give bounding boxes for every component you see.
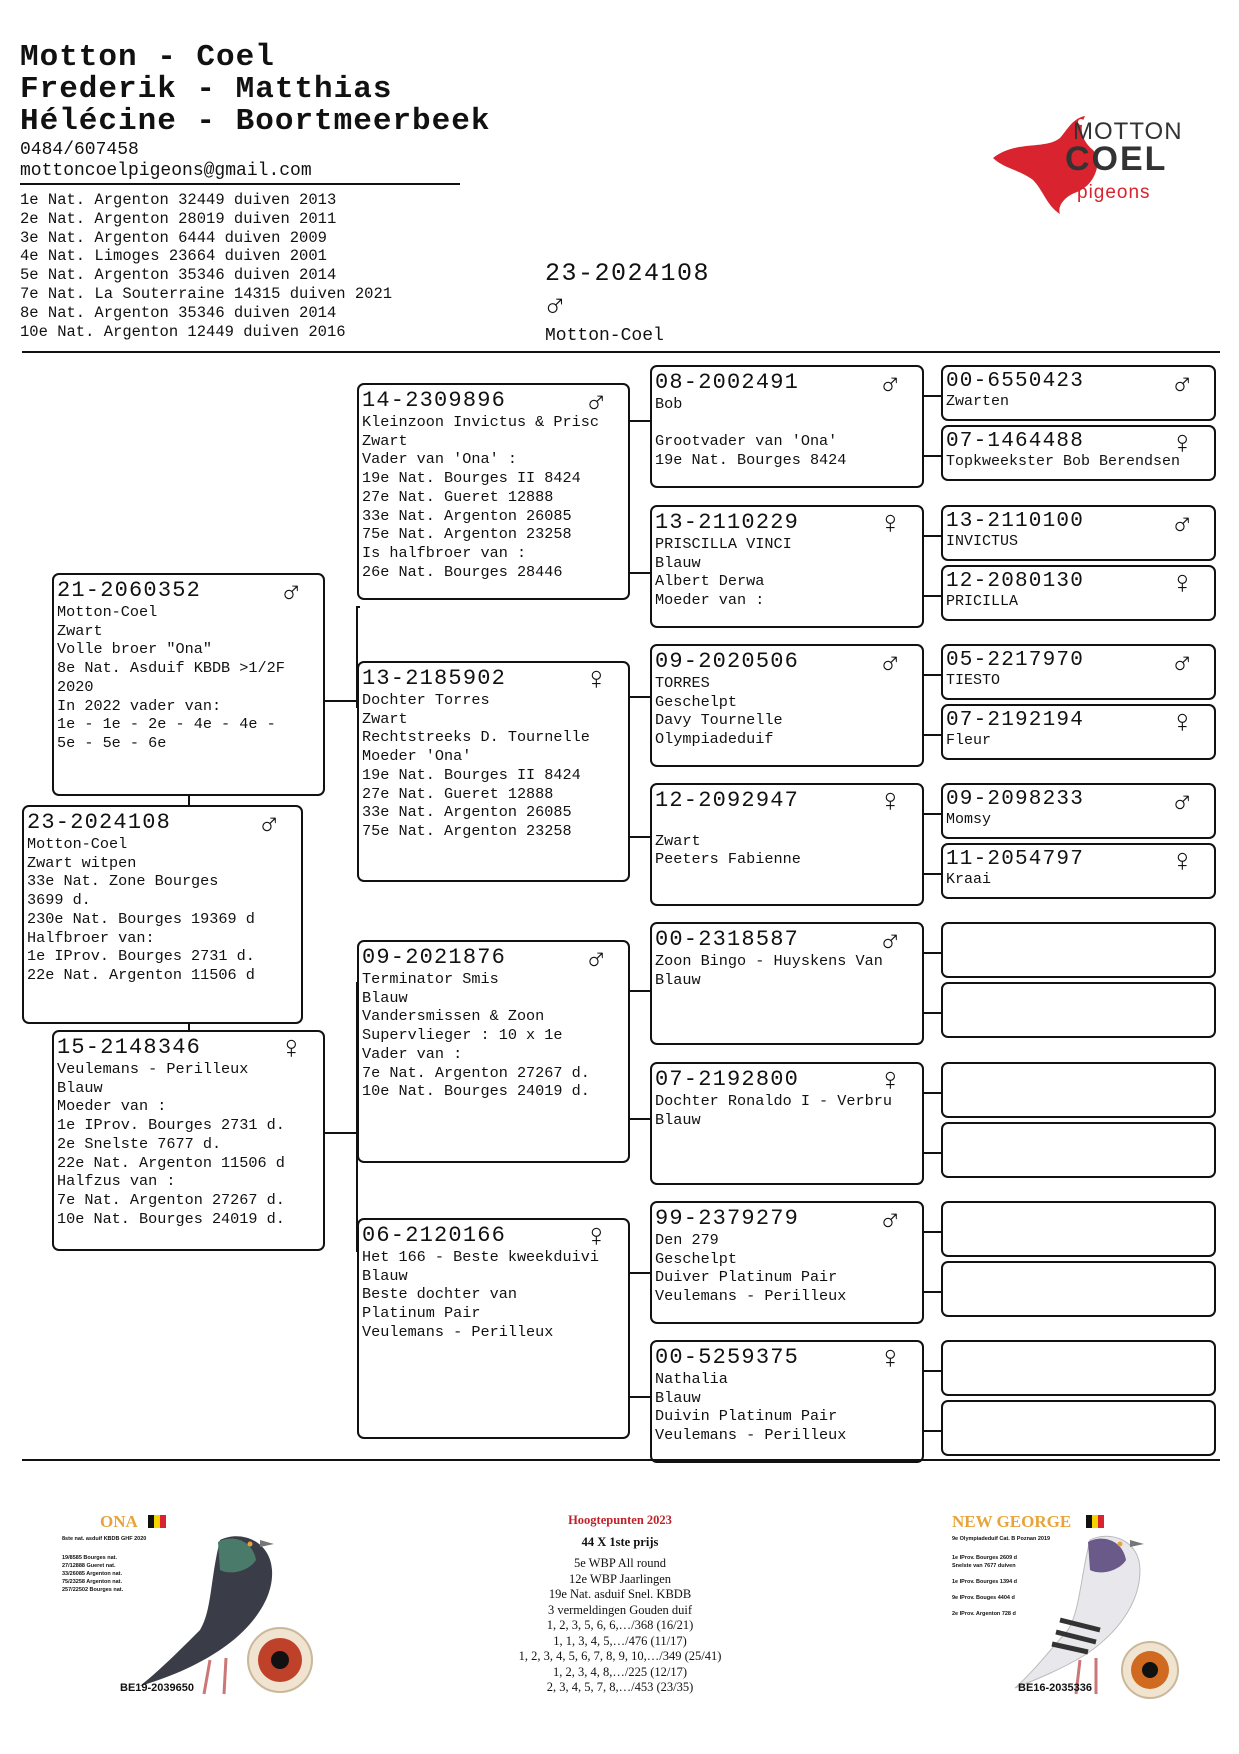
subject-pigeon (545, 259, 710, 346)
pedigree-detail-line: 75e Nat. Argenton 23258 (362, 525, 572, 544)
pedigree-detail-line: Het 166 - Beste kweekduivi (362, 1248, 599, 1266)
pedigree-connector-line (628, 572, 652, 574)
pedigree-detail-line: Nathalia (655, 1370, 728, 1388)
ring-number: 13-2185902 (362, 666, 507, 691)
pedigree-detail-line: Halfzus van : (57, 1172, 176, 1191)
pedigree-box (941, 1400, 1216, 1456)
ring-number: 21-2060352 (57, 578, 202, 603)
female-symbol-icon: ♀ (281, 1031, 301, 1068)
pedigree-detail-line: Volle broer "Ona" (57, 640, 212, 659)
highlight-line: 1, 1, 3, 4, 5,…/476 (11/17) (553, 1633, 687, 1648)
pedigree-detail-line: Zwarten (946, 393, 1010, 410)
pedigree-box (941, 1261, 1216, 1317)
card-pigeon-name: ONA (100, 1512, 138, 1531)
pedigree-box (941, 505, 1216, 561)
pedigree-detail-line: Zwart (362, 709, 408, 728)
pedigree-detail-line: 1e - 1e - 2e - 4e - 4e - (57, 715, 276, 734)
pedigree-detail-line: Den 279 (655, 1231, 719, 1249)
pedigree-detail-line: Terminator Smis (362, 970, 499, 988)
pedigree-box (650, 1340, 924, 1463)
pedigree-box (357, 1218, 630, 1439)
highlights-subtitle: 44 X 1ste prijs (581, 1534, 659, 1549)
pedigree-box (52, 1030, 325, 1251)
pedigree-detail-line (655, 813, 918, 832)
pedigree-detail-line: Momsy (946, 811, 992, 828)
pedigree-connector-line (922, 595, 942, 597)
female-symbol-icon: ♀ (880, 1341, 900, 1378)
card-result-line: 1e IProv. Bourges 2609 d (952, 1555, 1018, 1561)
pedigree-detail-line: Peeters Fabienne (655, 850, 801, 869)
pedigree-detail-line: Platinum Pair (362, 1304, 481, 1323)
pedigree-detail-line: Kleinzoon Invictus & Prisc (362, 413, 599, 431)
pedigree-connector-line (922, 1152, 942, 1154)
highlight-line: 3 vermeldingen Gouden duif (547, 1602, 693, 1617)
pedigree-connector-line (628, 1396, 652, 1398)
highlights-2023 (470, 1513, 770, 1696)
pedigree-connector-line (628, 990, 652, 992)
card-result-line: 257/22502 Bourges nat. (62, 1587, 124, 1593)
pedigree-box (941, 783, 1216, 839)
logo-text-pigeons: pigeons (1077, 182, 1151, 203)
highlight-line: 2, 3, 4, 5, 7, 8,…/453 (23/35) (546, 1680, 694, 1694)
pedigree-detail-line: Kraai (946, 871, 992, 888)
pedigree-detail-line: 10e Nat. Bourges 24019 d. (57, 1209, 285, 1228)
ring-number: 06-2120166 (362, 1223, 507, 1248)
pedigree-detail-line: 1e IProv. Bourges 2731 d. (57, 1116, 285, 1135)
card-result-line: 33/26085 Argenton nat. (62, 1571, 123, 1577)
pedigree-connector-line (323, 1132, 358, 1134)
pedigree-detail-line: Blauw (362, 1266, 408, 1285)
pedigree-box (357, 383, 630, 600)
divider-bottom (22, 1459, 1220, 1461)
pedigree-box (22, 805, 303, 1024)
pedigree-box (650, 365, 924, 488)
pedigree-detail-line: 5e - 5e - 6e (57, 733, 167, 752)
male-symbol-icon: ♂ (545, 288, 566, 326)
male-symbol-icon: ♂ (281, 574, 301, 611)
breeder-result-line: 8e Nat. Argenton 35346 duiven 2014 (20, 303, 337, 322)
breeder-name-block (20, 42, 490, 138)
card-subtitle: 8ste nat. asduif KBDB GHF 2020 (62, 1536, 147, 1542)
pedigree-detail-line: 75e Nat. Argenton 23258 (362, 821, 572, 840)
breeder-results-list (20, 191, 392, 341)
ring-number: 09-2021876 (362, 945, 507, 970)
male-symbol-icon: ♂ (1172, 784, 1192, 821)
footer-card-ona (60, 1510, 320, 1710)
pedigree-detail-line: Moeder van : (57, 1097, 167, 1116)
pedigree-box (650, 922, 924, 1045)
pedigree-detail-line: 8e Nat. Asduif KBDB >1/2F (57, 659, 285, 678)
pedigree-detail-line: Blauw (362, 988, 408, 1007)
pedigree-detail-line: 1e IProv. Bourges 2731 d. (27, 947, 255, 966)
breeder-name-line: Motton - Coel (20, 40, 275, 75)
email-address[interactable]: mottoncoelpigeons@gmail.com (20, 161, 312, 181)
pedigree-box (52, 573, 325, 796)
ring-number: 07-1464488 (946, 430, 1085, 453)
ring-number: 00-6550423 (946, 370, 1085, 393)
pedigree-detail-line: 26e Nat. Bourges 28446 (362, 562, 563, 581)
pedigree-box (941, 922, 1216, 978)
ring-number: 08-2002491 (655, 370, 800, 395)
pedigree-detail-line: Olympiadeduif (655, 730, 774, 749)
phone-number: 0484/607458 (20, 140, 139, 160)
female-symbol-icon: ♀ (1172, 426, 1192, 463)
ring-number: 15-2148346 (57, 1035, 202, 1060)
card-result-line: 27/12888 Gueret nat. (62, 1563, 116, 1569)
divider-top (22, 351, 1220, 353)
footer-card-new-george (950, 1510, 1210, 1710)
header-underline (20, 183, 460, 185)
male-symbol-icon: ♂ (880, 645, 900, 682)
female-symbol-icon: ♀ (586, 662, 606, 699)
ring-number: 05-2217970 (946, 649, 1085, 672)
pedigree-connector-line (628, 420, 652, 422)
pedigree-connector-line (922, 1092, 942, 1094)
breeder-location-line: Hélécine - Boortmeerbeek (20, 104, 491, 139)
ring-number: 11-2054797 (946, 848, 1085, 871)
female-symbol-icon: ♀ (880, 784, 900, 821)
pedigree-detail-line: Blauw (655, 970, 701, 989)
pedigree-detail-line: Veulemans - Perilleux (362, 1322, 554, 1341)
pedigree-detail-line: Veulemans - Perilleux (57, 1060, 249, 1078)
pedigree-detail-line: INVICTUS (946, 533, 1019, 550)
pedigree-connector-line (628, 836, 652, 838)
pedigree-detail-line: Geschelpt (655, 1249, 738, 1268)
male-symbol-icon: ♂ (880, 366, 900, 403)
ring-number: 13-2110229 (655, 510, 800, 535)
pedigree-detail-line: 33e Nat. Argenton 26085 (362, 506, 572, 525)
pedigree-box (650, 505, 924, 628)
male-symbol-icon: ♂ (1172, 506, 1192, 543)
pedigree-detail-line: Geschelpt (655, 692, 738, 711)
pedigree-connector-line (922, 873, 942, 875)
highlight-line: 5e WBP All round (573, 1556, 667, 1570)
ring-number: 13-2110100 (946, 510, 1085, 533)
breeder-result-line: 3e Nat. Argenton 6444 duiven 2009 (20, 228, 327, 247)
card-result-line: 75/23258 Argenton nat. (62, 1579, 123, 1585)
pedigree-box (650, 1201, 924, 1324)
pedigree-box (941, 565, 1216, 621)
subject-owner: Motton-Coel (545, 326, 664, 346)
pedigree-box (941, 644, 1216, 700)
pedigree-detail-line: Moeder van : (655, 591, 765, 610)
pedigree-box (941, 1062, 1216, 1118)
pedigree-detail-line: Bob (655, 395, 683, 413)
pedigree-detail-line: Blauw (655, 1110, 701, 1129)
pedigree-box (941, 365, 1216, 421)
male-symbol-icon: ♂ (880, 1202, 900, 1239)
pedigree-detail-line: Davy Tournelle (655, 711, 783, 730)
subject-ring-number: 23-2024108 (545, 259, 711, 288)
pedigree-detail-line: Fleur (946, 732, 992, 749)
ring-number: 07-2192800 (655, 1067, 800, 1092)
pedigree-detail-line: 33e Nat. Zone Bourges (27, 872, 219, 891)
pedigree-connector-line (922, 1291, 942, 1293)
pedigree-detail-line: Motton-Coel (57, 603, 158, 621)
pedigree-detail-line: 27e Nat. Gueret 12888 (362, 784, 554, 803)
logo-text-motton: MOTTON (1073, 118, 1183, 145)
pedigree-box (357, 940, 630, 1163)
pedigree-detail-line (655, 414, 918, 433)
pedigree-box (941, 1201, 1216, 1257)
pedigree-connector-line (922, 535, 942, 537)
female-symbol-icon: ♀ (880, 506, 900, 543)
logo-text-coel: COEL (1065, 140, 1168, 178)
pigeon-photo-icon (100, 1510, 320, 1710)
pedigree-detail-line: Blauw (655, 1388, 701, 1407)
pedigree-detail-line: Dochter Torres (362, 691, 490, 709)
male-symbol-icon: ♂ (586, 384, 606, 421)
breeder-result-line: 2e Nat. Argenton 28019 duiven 2011 (20, 209, 337, 228)
breeder-result-line: 4e Nat. Limoges 23664 duiven 2001 (20, 247, 327, 266)
pedigree-connector-line (628, 1272, 652, 1274)
motton-coel-logo (985, 110, 1210, 220)
pedigree-box (941, 1122, 1216, 1178)
breeder-result-line: 5e Nat. Argenton 35346 duiven 2014 (20, 266, 337, 285)
ring-number: 09-2020506 (655, 649, 800, 674)
pedigree-detail-line: Duivin Platinum Pair (655, 1407, 838, 1426)
pedigree-detail-line: Veulemans - Perilleux (655, 1426, 847, 1445)
breeder-result-line: 7e Nat. La Souterraine 14315 duiven 2021 (20, 284, 393, 303)
ring-number: 09-2098233 (946, 788, 1085, 811)
pedigree-detail-line: Veulemans - Perilleux (655, 1287, 847, 1306)
pedigree-detail-line: 7e Nat. Argenton 27267 d. (362, 1063, 590, 1082)
pedigree-detail-line: 10e Nat. Bourges 24019 d. (362, 1082, 590, 1101)
card-ring-number: BE19-2039650 (120, 1682, 195, 1694)
pedigree-connector-line (323, 700, 358, 702)
highlights-title: Hoogtepunten 2023 (568, 1513, 672, 1527)
pedigree-detail-line: 2020 (57, 677, 94, 696)
pedigree-detail-line: Topkweekster Bob Berendsen (946, 453, 1181, 470)
pedigree-connector-line (922, 674, 942, 676)
female-symbol-icon: ♀ (1172, 566, 1192, 603)
pedigree-detail-line: Zwart (362, 431, 408, 450)
ring-number: 14-2309896 (362, 388, 507, 413)
pedigree-connector-line (922, 813, 942, 815)
pedigree-detail-line: Beste dochter van (362, 1285, 517, 1304)
male-symbol-icon: ♂ (586, 941, 606, 978)
pedigree-detail-line: Moeder 'Ona' (362, 747, 472, 766)
pedigree-detail-line: In 2022 vader van: (57, 696, 222, 715)
male-symbol-icon: ♂ (1172, 645, 1192, 682)
pedigree-detail-line: PRICILLA (946, 593, 1019, 610)
highlight-line: 12e WBP Jaarlingen (568, 1571, 672, 1586)
card-result-line: Snelste van 7677 duiven (952, 1563, 1016, 1569)
highlight-line: 1, 2, 3, 5, 6, 6,…/368 (16/21) (546, 1618, 694, 1632)
pedigree-detail-line: Duiver Platinum Pair (655, 1268, 838, 1287)
pedigree-connector-line (922, 395, 942, 397)
pedigree-box (941, 425, 1216, 481)
highlight-line: 1, 2, 3, 4, 5, 6, 7, 8, 9, 10,…/349 (25/41) (518, 1649, 722, 1663)
pedigree-connector-line (922, 1430, 942, 1432)
pedigree-connector-line (628, 1118, 652, 1120)
card-pigeon-name: NEW GEORGE (952, 1512, 1072, 1531)
pedigree-detail-line: TORRES (655, 674, 710, 692)
ring-number: 07-2192194 (946, 709, 1085, 732)
card-result-line: 9e IProv. Bouges 4404 d (952, 1595, 1015, 1601)
pedigree-connector-line (922, 455, 942, 457)
ring-number: 99-2379279 (655, 1206, 800, 1231)
female-symbol-icon: ♀ (880, 1063, 900, 1100)
card-result-line: 2e IProv. Argenton 728 d (952, 1611, 1016, 1617)
pedigree-detail-line: Blauw (57, 1078, 103, 1097)
pedigree-connector-line (922, 734, 942, 736)
pedigree-box (650, 1062, 924, 1185)
pedigree-connector-line (922, 1012, 942, 1014)
pedigree-detail-line: 230e Nat. Bourges 19369 d (27, 909, 255, 928)
pedigree-detail-line: TIESTO (946, 672, 1001, 689)
ring-number: 12-2092947 (655, 788, 800, 813)
card-ring-number: BE16-2035336 (1018, 1682, 1093, 1694)
highlights-lines (470, 1556, 770, 1696)
pedigree-detail-line: Grootvader van 'Ona' (655, 432, 838, 451)
pedigree-box (941, 1340, 1216, 1396)
breeder-name-line: Frederik - Matthias (20, 72, 393, 107)
breeder-result-line: 10e Nat. Argenton 12449 duiven 2016 (20, 322, 346, 341)
pedigree-detail-line: Zwart witpen (27, 853, 137, 872)
pedigree-detail-line: Vandersmissen & Zoon (362, 1007, 545, 1026)
female-symbol-icon: ♀ (1172, 844, 1192, 881)
pedigree-detail-line: Vader van : (362, 1044, 463, 1063)
pedigree-detail-line: Vader van 'Ona' : (362, 450, 517, 469)
pedigree-detail-line: Blauw (655, 553, 701, 572)
pedigree-connector-line (922, 952, 942, 954)
ring-number: 12-2080130 (946, 570, 1085, 593)
pedigree-detail-line: Zoon Bingo - Huyskens Van (655, 952, 883, 970)
female-symbol-icon: ♀ (586, 1219, 606, 1256)
ring-number: 23-2024108 (27, 810, 172, 835)
pedigree-detail-line: Is halfbroer van : (362, 543, 527, 562)
card-result-line: 19/8585 Bourges nat. (62, 1555, 118, 1561)
pedigree-detail-line: 3699 d. (27, 891, 91, 910)
pedigree-box (941, 704, 1216, 760)
pigeon-photo-icon (980, 1510, 1180, 1710)
pedigree-detail-line: Rechtstreeks D. Tournelle (362, 728, 590, 747)
pedigree-detail-line: Halfbroer van: (27, 928, 155, 947)
pedigree-detail-line: 19e Nat. Bourges II 8424 (362, 469, 581, 488)
pedigree-detail-line: Albert Derwa (655, 572, 765, 591)
male-symbol-icon: ♂ (880, 923, 900, 960)
pedigree-detail-line: Motton-Coel (27, 835, 128, 853)
pedigree-detail-line: Supervlieger : 10 x 1e (362, 1026, 563, 1045)
pedigree-connector-line (628, 696, 652, 698)
breeder-result-line: 1e Nat. Argenton 32449 duiven 2013 (20, 191, 337, 209)
pedigree-detail-line: 22e Nat. Argenton 11506 d (57, 1153, 285, 1172)
pedigree-detail-line: Zwart (655, 831, 701, 850)
male-symbol-icon: ♂ (259, 806, 279, 843)
pedigree-box (941, 982, 1216, 1038)
pedigree-box (650, 644, 924, 767)
pedigree-detail-line: 22e Nat. Argenton 11506 d (27, 965, 255, 984)
highlight-line: 1, 2, 3, 4, 8,…/225 (12/17) (552, 1664, 688, 1679)
female-symbol-icon: ♀ (1172, 705, 1192, 742)
pedigree-detail-line: 2e Snelste 7677 d. (57, 1134, 222, 1153)
pedigree-detail-line: 7e Nat. Argenton 27267 d. (57, 1190, 285, 1209)
pedigree-detail-line: PRISCILLA VINCI (655, 535, 792, 553)
pedigree-detail-line: 27e Nat. Gueret 12888 (362, 487, 554, 506)
card-subtitle: 9e Olympiadeduif Cat. B Poznan 2019 (952, 1536, 1051, 1542)
pedigree-detail-line: Zwart (57, 621, 103, 640)
pedigree-box (650, 783, 924, 906)
pedigree-connector-line (922, 1231, 942, 1233)
pedigree-connector-line (356, 606, 360, 608)
pedigree-connector-line (922, 1370, 942, 1372)
male-symbol-icon: ♂ (1172, 366, 1192, 403)
highlight-line: 19e Nat. asduif Snel. KBDB (548, 1587, 692, 1601)
pedigree-detail-line: Dochter Ronaldo I - Verbru (655, 1092, 892, 1110)
ring-number: 00-2318587 (655, 927, 800, 952)
pedigree-box (357, 661, 630, 882)
pedigree-detail-line: 19e Nat. Bourges II 8424 (362, 765, 581, 784)
pedigree-box (941, 843, 1216, 899)
card-result-line: 1e IProv. Bourges 1394 d (952, 1579, 1018, 1585)
pedigree-detail-line: 33e Nat. Argenton 26085 (362, 803, 572, 822)
ring-number: 00-5259375 (655, 1345, 800, 1370)
pedigree-detail-line: 19e Nat. Bourges 8424 (655, 451, 847, 470)
